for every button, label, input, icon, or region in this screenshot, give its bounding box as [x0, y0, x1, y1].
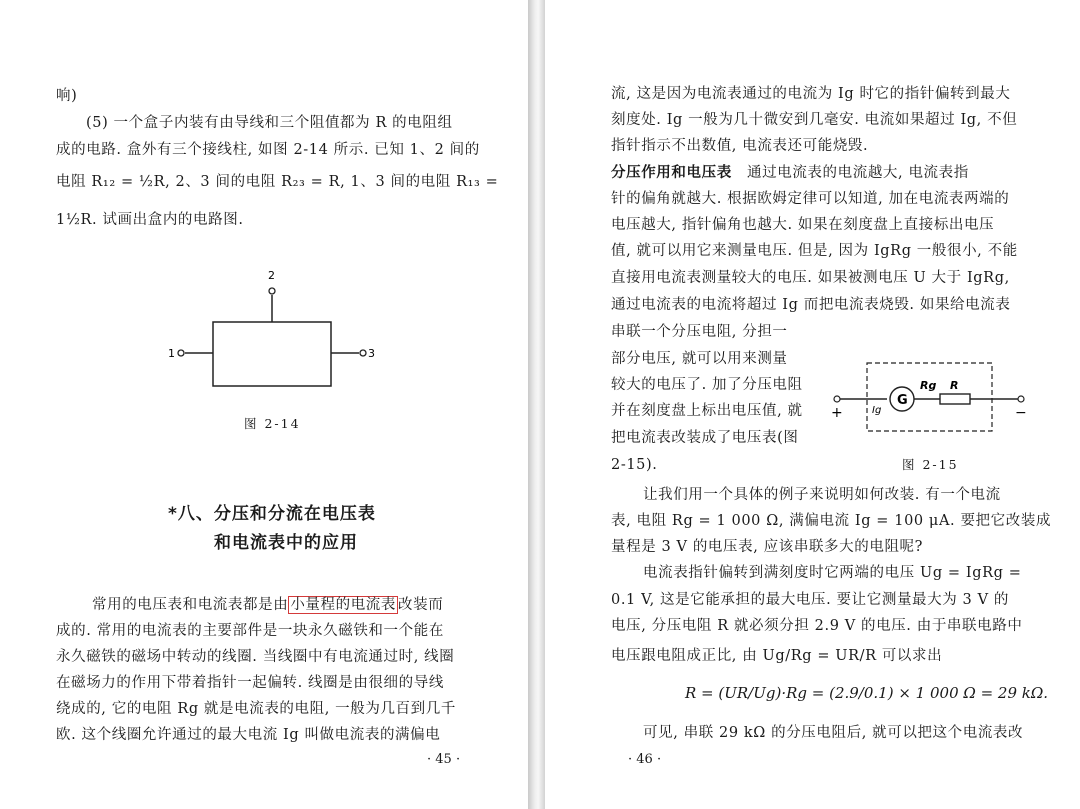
text-line: 0.1 V, 这是它能承担的最大电压. 要让它测量最大为 3 V 的 — [611, 592, 1009, 608]
section-heading: 和电流表中的应用 — [214, 533, 358, 553]
text-line: 流, 这是因为电流表通过的电流为 Ig 时它的指针偏转到最大 — [611, 86, 1011, 102]
text-span: 常用的电压表和电流表都是由 — [92, 597, 289, 613]
ig-label: Ig — [872, 405, 882, 416]
equation: R = (UR/Ug)·Rg = (2.9/0.1) × 1 000 Ω = 29 kΩ. — [685, 684, 1049, 702]
text-line: 直接用电流表测量较大的电压. 如果被测电压 U 大于 IgRg, — [611, 270, 1010, 286]
text-line: 在磁场力的作用下带着指针一起偏转. 线圈是由很细的导线 — [56, 675, 444, 691]
plus-terminal: + — [831, 405, 843, 421]
rg-label: Rg — [920, 379, 937, 392]
text-line: 电阻 R₁₂ = ½R, 2、3 间的电阻 R₂₃ = R, 1、3 间的电阻 R₁₃ = — [56, 174, 499, 190]
minus-terminal: − — [1015, 405, 1027, 421]
text-span: 通过电流表的电流越大, 电流表指 — [747, 165, 969, 181]
text-line: 响) — [56, 88, 78, 104]
text-line: 可见, 串联 29 kΩ 的分压电阻后, 就可以把这个电流表改 — [643, 725, 1024, 741]
right-page — [545, 0, 1080, 809]
text-line: 刻度处. Ig 一般为几十微安到几毫安. 电流如果超过 Ig, 不但 — [611, 112, 1018, 128]
page-number: · 45 · — [427, 752, 461, 767]
section-heading: *八、分压和分流在电压表 — [168, 504, 376, 524]
text-line: 指针指示不出数值, 电流表还可能烧毁. — [611, 138, 869, 154]
figure-caption: 图 2-14 — [244, 416, 301, 431]
text-line: 并在刻度盘上标出电压值, 就 — [611, 403, 803, 419]
text-line: 成的. 常用的电流表的主要部件是一块永久磁铁和一个能在 — [56, 623, 444, 639]
terminal-label-1: 1 — [168, 347, 175, 360]
text-line — [92, 595, 443, 615]
text-line: 让我们用一个具体的例子来说明如何改装. 有一个电流 — [643, 487, 1001, 503]
text-line: 部分电压, 就可以用来测量 — [611, 351, 788, 367]
r-label: R — [950, 379, 959, 392]
text-line — [611, 163, 969, 183]
text-line: 电压, 分压电阻 R 就必须分担 2.9 V 的电压. 由于串联电路中 — [611, 618, 1023, 634]
figure-2-14 — [160, 265, 390, 400]
galvanometer-label: G — [897, 393, 908, 408]
text-line: 绕成的, 它的电阻 Rg 就是电流表的电阻, 一般为几百到几千 — [56, 701, 456, 717]
text-line: 电压越大, 指针偏角也越大. 如果在刻度盘上直接标出电压 — [611, 217, 995, 233]
text-line: (5) 一个盒子内装有由导线和三个阻值都为 R 的电阻组 — [86, 115, 453, 131]
text-line: 1½R. 试画出盒内的电路图. — [56, 212, 244, 228]
text-line: 把电流表改装成了电压表(图 — [611, 430, 799, 446]
terminal-label-2: 2 — [268, 269, 275, 282]
text-line: 针的偏角就越大. 根据欧姆定律可以知道, 加在电流表两端的 — [611, 191, 1010, 207]
left-page — [0, 0, 528, 809]
text-line: 通过电流表的电流将超过 Ig 而把电流表烧毁. 如果给电流表 — [611, 297, 1011, 313]
text-line: 欧. 这个线圈允许通过的最大电流 Ig 叫做电流表的满偏电 — [56, 727, 441, 743]
text-line: 永久磁铁的磁场中转动的线圈. 当线圈中有电流通过时, 线圈 — [56, 649, 455, 665]
text-line: 电压跟电阻成正比, 由 Ug/Rg = UR/R 可以求出 — [611, 648, 943, 664]
book-gutter — [528, 0, 545, 809]
text-line: 电流表指针偏转到满刻度时它两端的电压 Ug = IgRg = — [643, 565, 1022, 581]
terminal-label-3: 3 — [368, 347, 375, 360]
text-line: 成的电路. 盒外有三个接线柱, 如图 2-14 所示. 已知 1、2 间的 — [56, 142, 480, 158]
text-line: 较大的电压了. 加了分压电阻 — [611, 377, 803, 393]
page-number: · 46 · — [628, 752, 662, 767]
text-span: 改装而 — [398, 597, 444, 613]
highlight-box: 小量程的电流表 — [290, 597, 397, 613]
text-line: 串联一个分压电阻, 分担一 — [611, 324, 788, 340]
figure-caption: 图 2-15 — [902, 457, 959, 472]
text-line: 表, 电阻 Rg = 1 000 Ω, 满偏电流 Ig = 100 μA. 要把它改装成 — [611, 513, 1052, 529]
text-line: 量程是 3 V 的电压表, 应该串联多大的电阻呢? — [611, 539, 924, 555]
figure-2-15 — [825, 355, 1035, 440]
subsection-title: 分压作用和电压表 — [611, 165, 732, 181]
text-line: 2-15). — [611, 457, 658, 473]
text-line: 值, 就可以用它来测量电压. 但是, 因为 IgRg 一般很小, 不能 — [611, 243, 1018, 259]
